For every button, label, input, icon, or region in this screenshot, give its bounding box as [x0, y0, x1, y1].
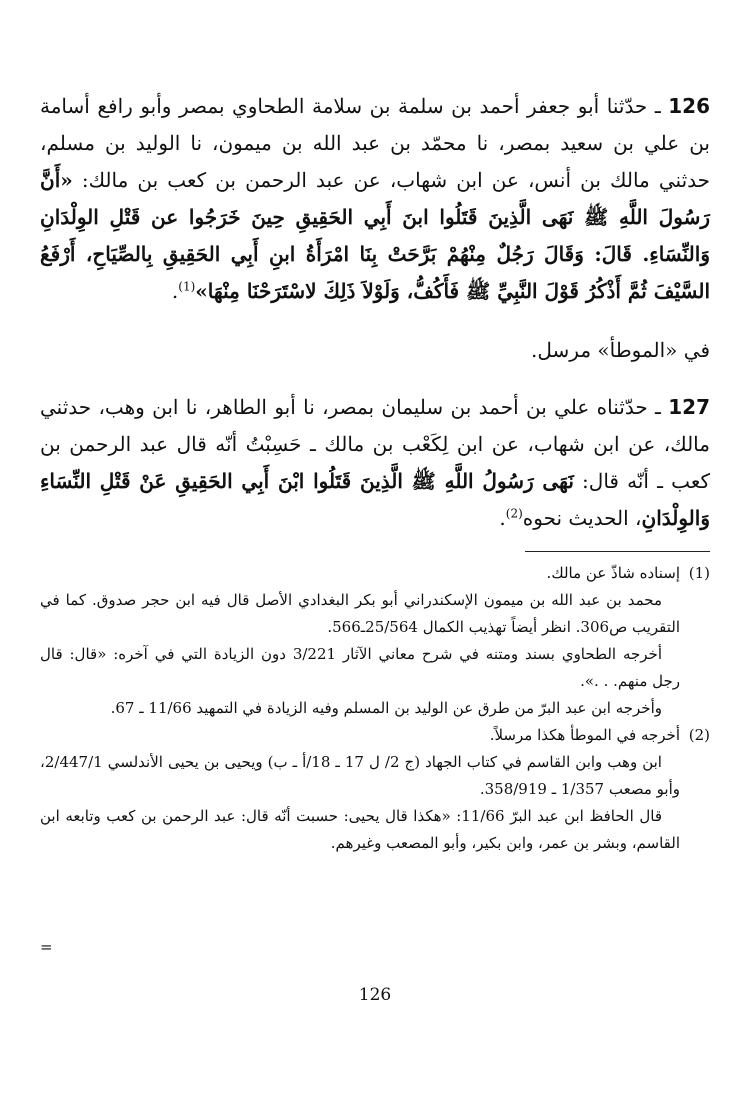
footnote-paragraph: قال الحافظ ابن عبد البرّ 11/66: «هكذا قال يحيى: حسبت أنّه قال: عبد الرحمن بن كعب وتابعه ابن القاسم، وبشر بن عمر، وابن بكير، وأبو المصعب وغيرهم. — [40, 807, 680, 852]
footnote-paragraph: ابن وهب وابن القاسم في كتاب الجهاد (ج 2/ ل 17 ـ 18/أ ـ ب) ويحيى بن يحيى الأندلسي 2/447/1، وأبو مصعب 1/357 ـ 358/919. — [40, 753, 680, 798]
footnote-heading: أخرجه في الموطأ هكذا مرسلاً. — [489, 726, 680, 744]
hadith-127 — [40, 389, 710, 537]
hadith-number: 126 — [668, 94, 710, 118]
footnote-paragraph: محمد بن عبد الله بن ميمون الإسكندراني أبو بكر البغدادي الأصل قال فيه ابن حجر صدوق. كما في التقريب ص306. انظر أيضاً تهذيب الكمال 25/564ـ566. — [40, 591, 680, 636]
footnote-mark: (2) — [688, 726, 710, 744]
footnote-heading: إسناده شاذّ عن مالك. — [546, 564, 680, 582]
footnote-mark: (1) — [688, 564, 710, 582]
sentence-end: . — [171, 279, 179, 303]
hadith-chain: ـ حدّثناه علي بن أحمد بن سليمان بمصر، نا أبو الطاهر، نا ابن وهب، حدثني مالك، عن ابن شهاب، عن ابن لِكَعْب بن مالك ـ حَسِبْتُ أنّه قال عبد الرحمن بن كعب ـ أنّه قال: — [40, 395, 710, 493]
hadith-text: «أَنَّ رَسُولَ اللَّهِ ﷺ نَهَى الَّذِينَ قَتَلُوا ابنَ أَبِي الحَقِيقِ حِينَ خَرَجُوا عن قَتْلِ الوِلْدَانِ وَالنِّسَاءِ. قَالَ: وَقَالَ رَجُلٌ مِنْهُمْ بَرَّحَتْ بِنَا امْرَأَةُ ابنِ أَبِي الحَقِيقِ بِالصِّيَاحِ، أَرْفَعُ السَّيْفَ ثُمَّ أَذْكُرُ قَوْلَ النَّبِيِّ ﷺ فَأَكُفُّ، وَلَوْلاَ ذَلِكَ لاسْتَرَحْنَا مِنْهَا» — [40, 168, 710, 303]
editor-note: في «الموطأ» مرسل. — [531, 338, 710, 362]
hadith-tail: ، الحديث نحوه — [522, 506, 642, 530]
footnote-2 — [40, 722, 710, 857]
footnote-reference[interactable]: (2) — [505, 506, 523, 521]
hadith-chain: ـ حدّثنا أبو جعفر أحمد بن سلمة بن سلامة الطحاوي بمصر وأبو رافع أسامة بن علي بن سعيد بمصر، نا محمّد بن عبد الله بن ميمون، نا الوليد بن مسلم، حدثني مالك بن أنس، عن ابن شهاب، عن عبد الرحمن بن كعب بن مالك: — [40, 94, 710, 192]
footnote-reference[interactable]: (1) — [178, 279, 196, 294]
footnotes — [40, 560, 710, 857]
continuation-mark: = — [40, 938, 53, 956]
footnote-1 — [40, 560, 710, 722]
hadith-126 — [40, 88, 710, 310]
hadith-number: 127 — [668, 395, 710, 419]
page-number: 126 — [358, 985, 392, 1005]
footnote-paragraph: وأخرجه ابن عبد البرّ من طرق عن الوليد بن المسلم وفيه الزيادة في التمهيد 11/66 ـ 67. — [110, 699, 662, 717]
hadith-text: نَهَى رَسُولُ اللَّهِ ﷺ الَّذِينَ قَتَلُوا ابْنَ أَبِي الحَقِيقِ عَنْ قَتْلِ النِّسَاءِ وَالوِلْدَانِ — [40, 469, 710, 530]
footnote-divider — [525, 551, 710, 552]
footnote-paragraph: أخرجه الطحاوي بسند ومتنه في شرح معاني الآثار 3/221 دون الزيادة التي في آخره: «قال: قال رجل منهم. . .». — [40, 645, 680, 690]
sentence-end: . — [499, 506, 506, 530]
